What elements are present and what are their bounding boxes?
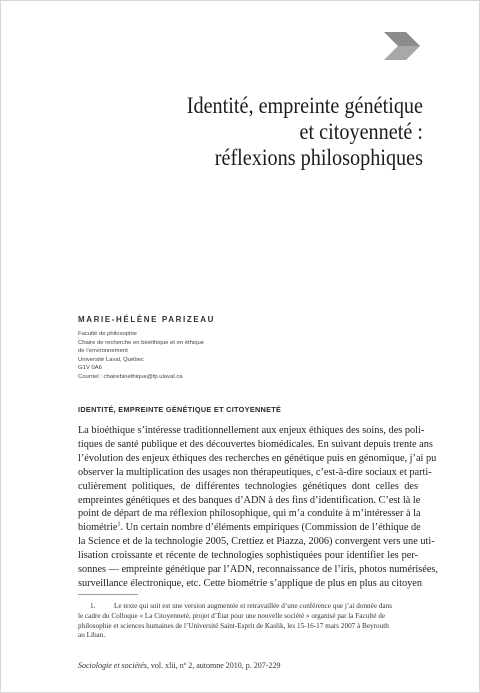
affiliation-line: Université Laval, Québec (78, 356, 144, 363)
journal-name: Sociologie et sociétés (78, 661, 147, 670)
author-name: MARIE-HÉLÈNE PARIZEAU (78, 315, 216, 324)
body-line: l’évolution des enjeux éthiques des recherches en génétique puis en génomique, j’ai pu (78, 452, 437, 464)
body-line: surveillance électronique, etc. Cette biométrie s’applique de plus en plus au citoyen (78, 577, 422, 589)
author-affiliation (78, 330, 204, 381)
body-line: sonnes — empreinte génétique par l’ADN, reconnaissance de l’iris, photos numérisées, (78, 564, 438, 576)
body-line: point de départ de ma réflexion philosophique, qui m’a conduite à m’intéresser à la (78, 508, 421, 520)
affiliation-line: de l’environnement (78, 348, 128, 354)
body-line: observer la multiplication des usages non thérapeutiques, c’est-à-dire sociaux et parti- (78, 466, 432, 478)
body-line: tiques de santé publique et des découvertes biomédicales. En suivant depuis trente ans (78, 438, 433, 450)
journal-citation (78, 661, 280, 670)
footnote-line: le cadre du Colloque « La Citoyenneté, projet d’État pour une nouvelle société » organisé par la Faculté de (78, 611, 386, 620)
body-line-end: . Un certain nombre d’éléments empiriques (Commission de l’éthique de (120, 522, 421, 534)
section-heading: IDENTITÉ, EMPREINTE GÉNÉTIQUE ET CITOYENNETÉ (78, 405, 282, 414)
footnote-line: au Liban. (78, 631, 106, 640)
body-line: la Science et de la technologie 2005, Crettiez et Piazza, 2006) convergent vers une uti- (78, 536, 435, 548)
article-title (113, 93, 423, 171)
body-line: La bioéthique s’intéresse traditionnellement aux enjeux éthiques des soins, des poli- (78, 425, 425, 436)
footnote-reference[interactable]: 1 (117, 521, 121, 528)
footnote-line (78, 602, 418, 612)
affiliation-line: G1V 0A6 (78, 365, 102, 371)
journal-details: , vol. xlii, nº 2, automne 2010, p. 207-229 (146, 661, 281, 670)
title-line: Identité, empreinte génétique (186, 93, 423, 119)
title-line: et citoyenneté : (299, 119, 423, 145)
body-line: culièrement politiques, de différentes technologies génétiques dont celles des (78, 480, 418, 492)
body-line-with-footnote (78, 521, 421, 535)
footnote-text: Le texte qui suit est une version augmentée et retravaillée d’une conférence que j’ai donnée dans (114, 602, 392, 610)
body-paragraph (78, 424, 438, 591)
body-line-start: biométrie (78, 522, 118, 534)
footnote-number: 1. (90, 602, 96, 610)
chevron-mark-icon (382, 28, 422, 64)
body-line: lisation croissante et récente de technologies sophistiquées pour identifier les per- (78, 550, 418, 562)
body-line: empreintes génétiques et des banques d’ADN à des fins d’identification. C’est là le (78, 494, 421, 506)
footnote (78, 602, 418, 641)
footnote-divider (78, 594, 138, 595)
title-line: réflexions philosophiques (214, 145, 423, 171)
affiliation-line: Chaire de recherche en bioéthique et en éthique (78, 339, 205, 346)
footnote-line: philosophie et sciences humaines de l’Université Saint-Esprit de Kaslik, les 15-16-17 mars 2007 à Beyrouth (78, 621, 389, 630)
affiliation-email: Courriel : chairebioethique@fp.ulaval.ca (78, 373, 183, 380)
affiliation-line: Faculté de philosophie (78, 331, 137, 337)
